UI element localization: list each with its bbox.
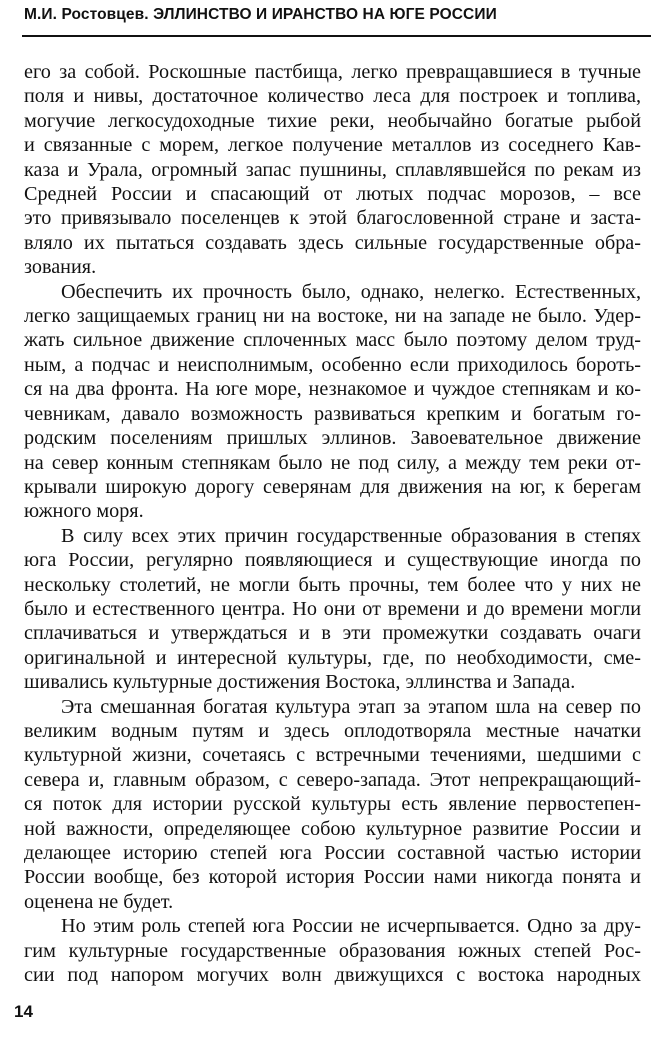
text-line: это привязывало поселенцев к этой благословенной стране и заста-: [24, 207, 641, 230]
body-text: [24, 60, 641, 987]
paragraph: [24, 914, 641, 987]
text-line: крывали широкую дорогу северянам для движения на юг, к берегам: [24, 475, 641, 498]
page-number: 14: [14, 1002, 33, 1021]
text-line: юга России, регулярно появляющиеся и существующие иногда по: [24, 549, 641, 572]
text-line: на север конным степнякам было не под силу, а между тем реки от-: [24, 451, 641, 474]
text-line: жать сильное движение сплоченных масс было поэтому делом труд-: [24, 329, 641, 352]
text-line: В силу всех этих причин государственные образования в степях: [61, 524, 641, 547]
paragraph: [24, 60, 641, 280]
text-line: было и естественного центра. Но они от времени и до времени могли: [24, 597, 641, 620]
text-line: сплачиваться и утверждаться и в эти промежутки создавать очаги: [24, 622, 641, 645]
text-line: севера и, главным образом, с северо-запада. Этот непрекращающий-: [24, 768, 641, 791]
text-line: и связанные с морем, легкое получение металлов из соседнего Кав-: [24, 134, 641, 157]
paragraph: [24, 524, 641, 695]
text-line: зования.: [24, 256, 97, 279]
text-line: поля и нивы, достаточное количество леса для построек и топлива,: [24, 85, 641, 108]
text-line: сии под напором могучих волн движущихся с востока народных: [24, 964, 641, 987]
text-line: родским поселениям пришлых эллинов. Завоевательное движение: [24, 427, 641, 450]
text-line: вляло их пытаться создавать здесь сильные государственные обра-: [24, 231, 641, 254]
text-line: Обеспечить их прочность было, однако, нелегко. Естественных,: [61, 280, 641, 303]
text-line: шивались культурные достижения Востока, эллинства и Запада.: [24, 671, 576, 694]
text-line: каза и Урала, огромный запас пушнины, сплавлявшейся по рекам из: [24, 158, 641, 181]
running-head: М.И. Ростовцев. ЭЛЛИНСТВО И ИРАНСТВО НА ЮГЕ РОССИИ: [24, 6, 497, 23]
text-line: ной важности, определяющее собою культурное развитие России и: [24, 817, 641, 840]
text-line: легко защищаемых границ ни на востоке, ни на западе не было. Удер-: [24, 305, 641, 328]
text-line: могучие легкосудоходные тихие реки, необычайно богатые рыбой: [24, 109, 641, 132]
text-line: Средней России и спасающий от лютых подчас морозов, – все: [24, 183, 641, 206]
text-line: его за собой. Роскошные пастбища, легко превращавшиеся в тучные: [24, 61, 641, 83]
text-line: чевникам, давало возможность развиваться крепким и богатым го-: [24, 402, 641, 425]
text-line: ся поток для истории русской культуры есть явление первостепен-: [24, 793, 641, 816]
text-line: нескольку столетий, не могли быть прочны, тем более что у них не: [24, 573, 641, 596]
text-line: России вообще, без которой история России нами никогда понята и: [24, 866, 641, 889]
text-line: южного моря.: [24, 500, 144, 523]
text-line: делающее историю степей юга России составной частью истории: [24, 842, 641, 864]
header-rule: [22, 35, 651, 37]
text-line: великим водным путям и здесь оплодотворяла местные начатки: [24, 719, 641, 742]
text-line: ся на два фронта. На юге море, незнакомое и чуждое степнякам и ко-: [24, 378, 641, 401]
text-line: оригинальной и интересной культуры, где, по необходимости, сме-: [24, 646, 641, 669]
text-line: оценена не будет.: [24, 890, 174, 913]
text-line: ным, а подчас и неисполнимым, особенно если приходилось бороть-: [24, 353, 641, 376]
text-line: культурной жизни, сочетаясь с встречными течениями, шедшими с: [24, 744, 641, 767]
paragraph: [24, 280, 641, 524]
text-line: Но этим роль степей юга России не исчерпывается. Одно за дру-: [61, 915, 641, 938]
paragraph: [24, 695, 641, 915]
text-line: гим культурные государственные образования южных степей Рос-: [24, 939, 641, 962]
text-line: Эта смешанная богатая культура этап за этапом шла на север по: [61, 695, 641, 718]
